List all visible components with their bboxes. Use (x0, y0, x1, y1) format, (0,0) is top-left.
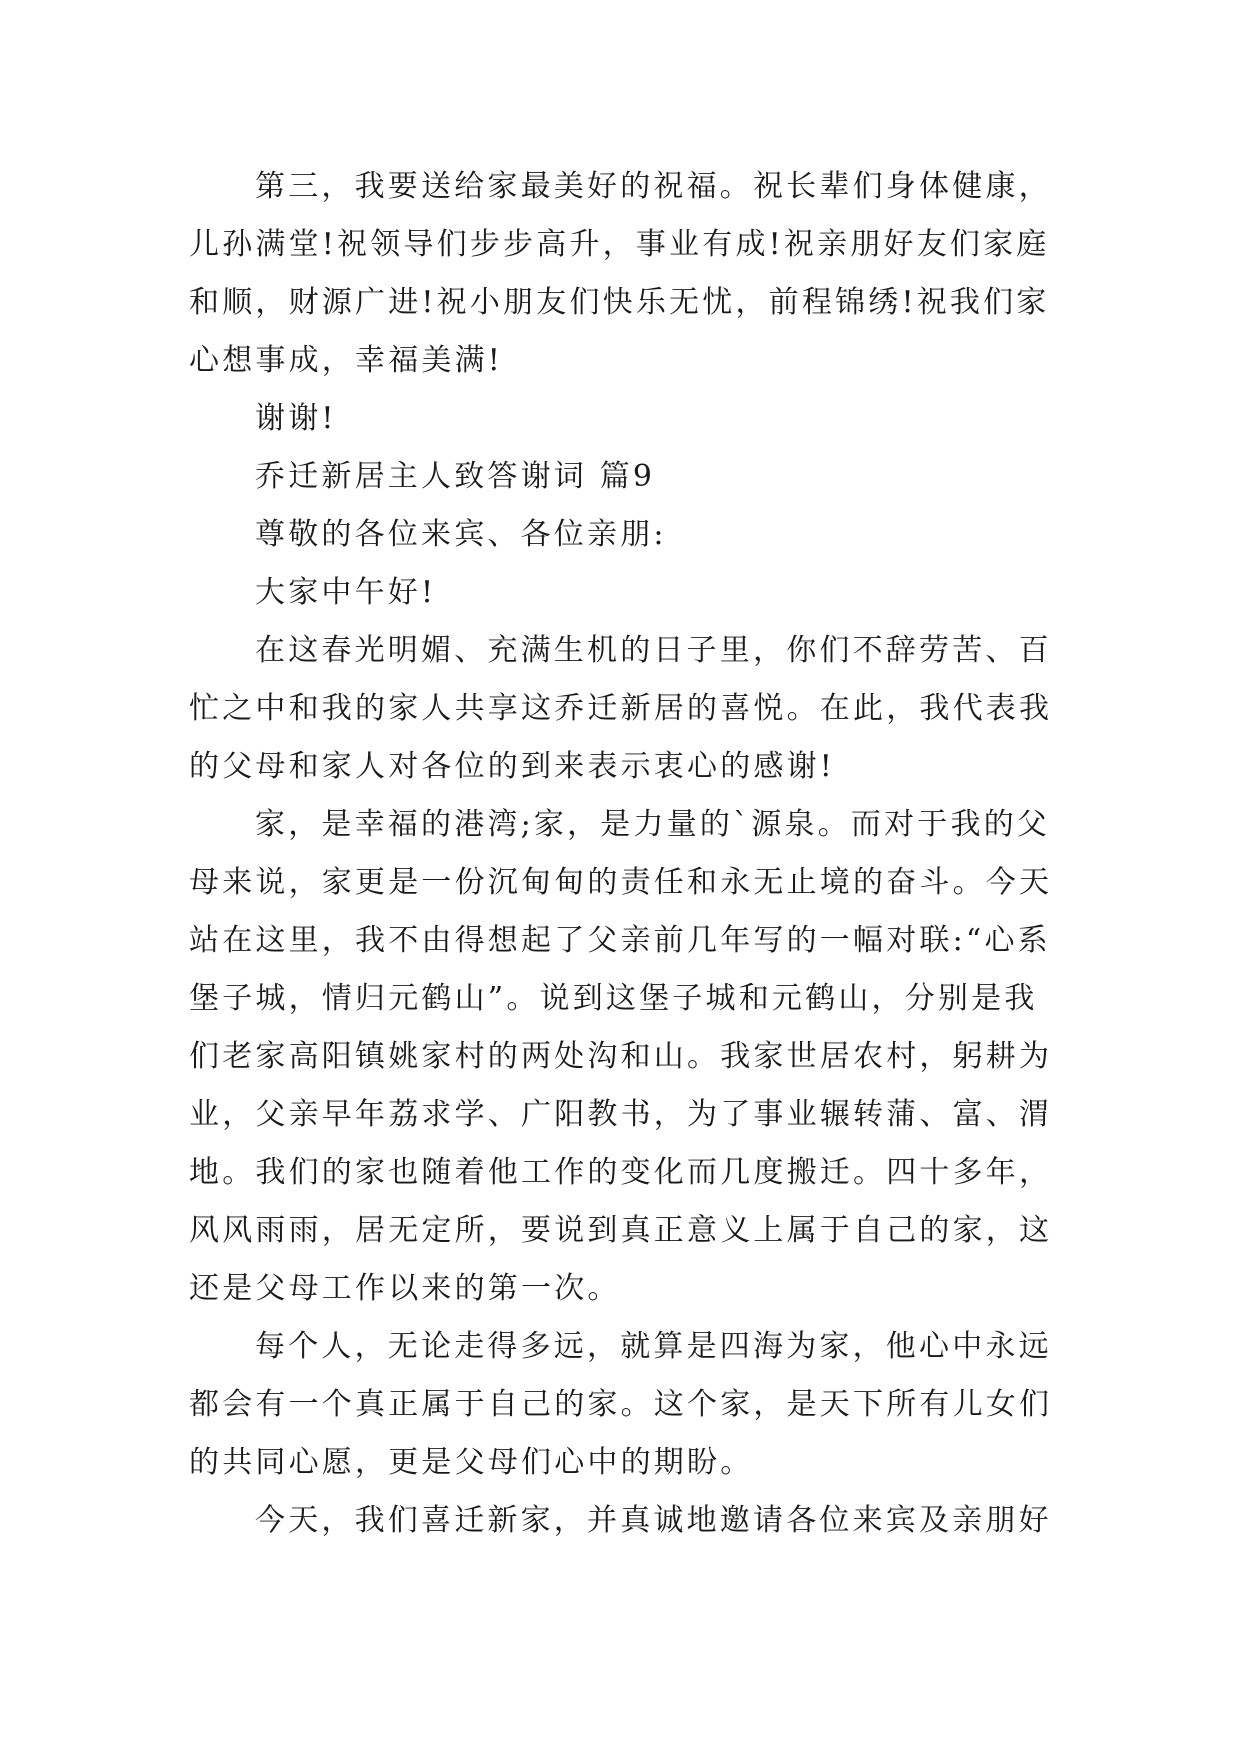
greeting: 大家中午好! (255, 575, 437, 610)
paragraph-home-history: 家，是幸福的港湾;家，是力量的`源泉。而对于我的父母来说，家更是一份沉甸甸的责任和永无止境的奋斗。今天站在这里，我不由得想起了父亲前几年写的一幅对联:“心系堡子城，情归元鹤山”。说到这堡子城和元鹤山，分别是我们老家高阳镇姚家村的两处沟和山。我家世居农村，躬耕为业，父亲早年荔求学、广阳教书，为了事业辗转蒲、富、渭地。我们的家也随着他工作的变化而几度搬迁。四十多年，风风雨雨，居无定所，要说到真正意义上属于自己的家，这还是父母工作以来的第一次。 (189, 807, 1053, 1306)
paragraph-opening: 在这春光明媚、充满生机的日子里，你们不辞劳苦、百忙之中和我的家人共享这乔迁新居的喜悦。在此，我代表我的父母和家人对各位的到来表示衷心的感谢! (189, 633, 1053, 784)
paragraph-today: 今天，我们喜迁新家，并真诚地邀请各位来宾及亲朋好 (255, 1503, 1052, 1538)
salutation: 尊敬的各位来宾、各位亲朋: (255, 517, 667, 552)
section-heading: 乔迁新居主人致答谢词 篇9 (255, 459, 656, 494)
document-body (189, 158, 1059, 1550)
paragraph-everyone-home: 每个人，无论走得多远，就算是四海为家，他心中永远都会有一个真正属于自己的家。这个家，是天下所有儿女们的共同心愿，更是父母们心中的期盼。 (189, 1329, 1053, 1480)
paragraph-thanks: 谢谢! (255, 401, 337, 436)
paragraph-blessings: 第三，我要送给家最美好的祝福。祝长辈们身体健康，儿孙满堂!祝领导们步步高升，事业有成!祝亲朋好友们家庭和顺，财源广进!祝小朋友们快乐无忧，前程锦绣!祝我们家心想事成，幸福美满! (189, 169, 1052, 378)
